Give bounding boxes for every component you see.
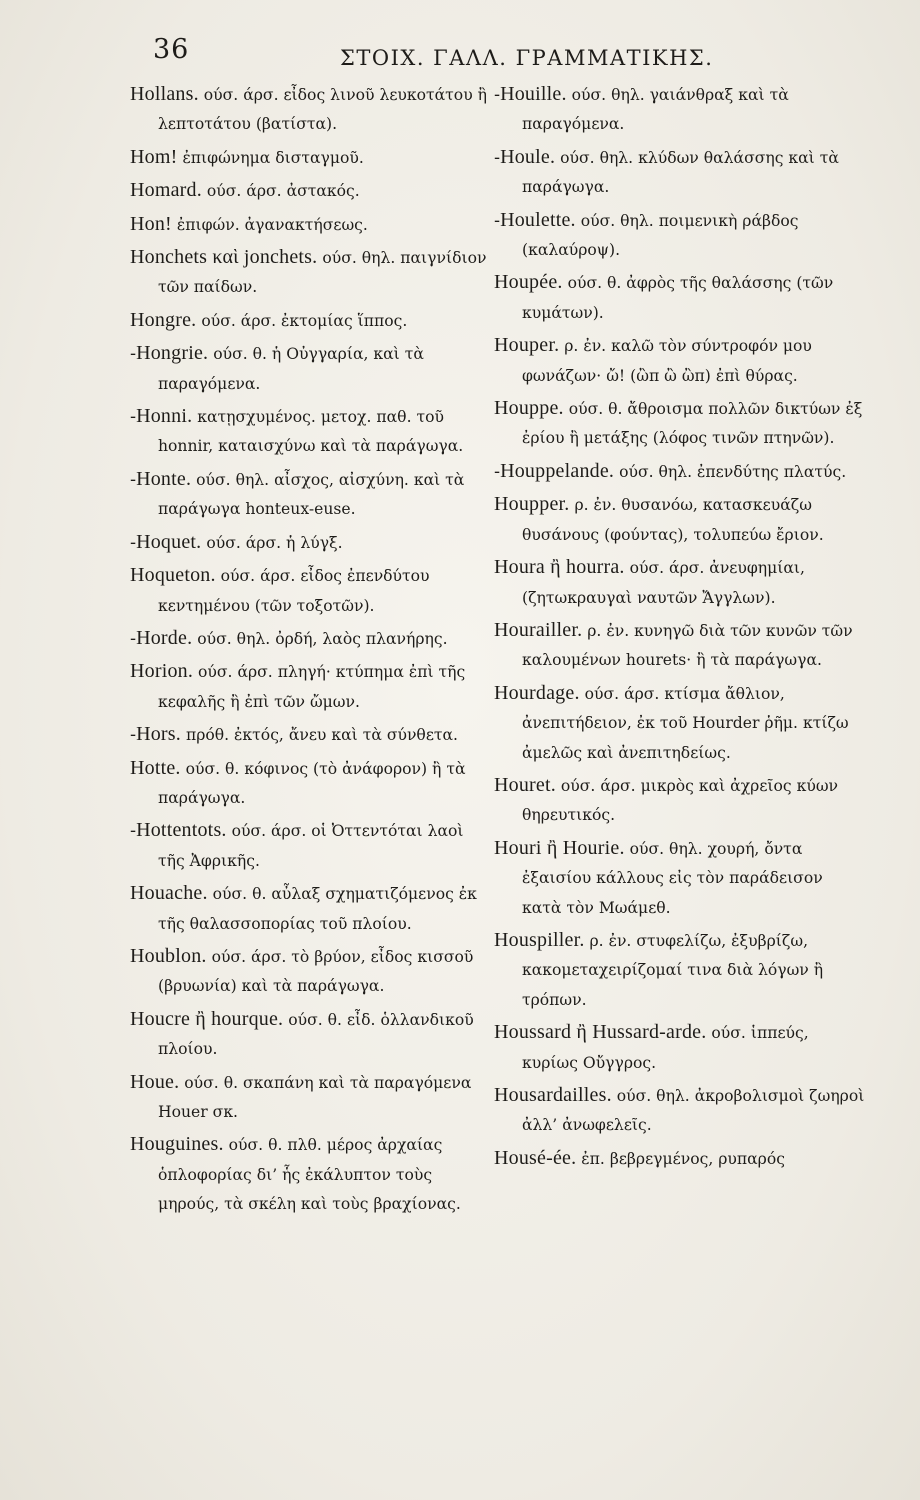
entry-definition: ούσ. θηλ. ὀρδή, λαὸς πλανήρης. bbox=[197, 629, 448, 648]
entry-definition: πρόθ. ἐκτός, ἄνευ καὶ τὰ σύνθετα. bbox=[185, 726, 459, 745]
dictionary-entry bbox=[130, 210, 488, 240]
dictionary-entry bbox=[130, 465, 488, 525]
dictionary-entry bbox=[130, 816, 488, 876]
entry-headword: Houpper. bbox=[494, 493, 570, 516]
dictionary-entry bbox=[130, 243, 488, 303]
entry-definition: ούσ. θηλ. ποιμενικὴ ράβδος (καλαύροψ). bbox=[522, 211, 799, 260]
entry-headword: Houspiller. bbox=[494, 928, 585, 951]
entry-headword: Houcre ἢ hourque. bbox=[130, 1007, 284, 1030]
dictionary-entry bbox=[130, 80, 488, 140]
dictionary-entry bbox=[494, 490, 866, 550]
entry-prefix: - bbox=[494, 84, 501, 105]
entry-prefix: - bbox=[130, 627, 137, 649]
entry-headword: Houille. bbox=[500, 83, 567, 105]
entry-definition: ρ. ἐν. στυφελίζω, ἐξυβρίζω, κακομεταχειρίζομαί τινα διὰ λόγων ἢ τρόπων. bbox=[522, 931, 824, 1009]
entry-headword: Hors. bbox=[136, 723, 181, 746]
left-column bbox=[130, 80, 488, 1223]
dictionary-entry bbox=[130, 176, 488, 206]
entry-headword: Houppe. bbox=[494, 397, 564, 420]
entry-definition: ούσ. θηλ. γαιάνθραξ καὶ τὰ παραγόμενα. bbox=[522, 86, 789, 134]
entry-definition: ούσ. θηλ. αἶσχος, αἰσχύνη. καὶ τὰ παράγωγα honteux-euse. bbox=[158, 470, 465, 519]
entry-definition: ούσ. άρσ. εἶδος λινοῦ λευκοτάτου ἢ λεπτοτάτου (βατίστα). bbox=[158, 86, 487, 134]
entry-headword: Hourailler. bbox=[494, 618, 583, 641]
entry-headword: Hourdage. bbox=[494, 681, 580, 704]
entry-headword: Hoqueton. bbox=[130, 564, 216, 587]
entry-headword: Houpée. bbox=[494, 271, 563, 294]
entry-prefix: - bbox=[494, 460, 501, 482]
entry-headword: Houppelande. bbox=[500, 459, 615, 482]
page-header bbox=[0, 28, 920, 78]
dictionary-entry bbox=[130, 879, 488, 939]
dictionary-entry bbox=[494, 679, 866, 768]
entry-headword: Housardailles. bbox=[494, 1084, 612, 1106]
entry-definition: ρ. ἐν. καλῶ τὸν σύντροφόν μου φωνάζων· ὤ! (ὢπ ὢ ὢπ) ἐπὶ θύρας. bbox=[522, 337, 812, 385]
entry-headword: Houache. bbox=[130, 882, 208, 905]
entry-definition: ούσ. θηλ. ἐπενδύτης πλατύς. bbox=[619, 462, 847, 481]
entry-definition: ούσ. θ. εἶδ. ὁλλανδικοῦ πλοίου. bbox=[158, 1010, 474, 1059]
entry-definition: ούσ. άρσ. ἐκτομίας ἵππος. bbox=[201, 311, 408, 330]
entry-definition: ούσ. θ. ἡ Οὐγγαρία, καὶ τὰ παραγόμενα. bbox=[158, 345, 424, 393]
dictionary-entry bbox=[494, 457, 866, 487]
entry-headword: Hongre. bbox=[130, 308, 197, 331]
entry-definition: ούσ. άρσ. ἡ λύγξ. bbox=[206, 533, 343, 552]
entry-definition: ούσ. άρσ. μικρὸς καὶ ἀχρεῖος κύων θηρευτικός. bbox=[522, 776, 839, 825]
dictionary-entry bbox=[130, 624, 488, 654]
entry-headword: Hotte. bbox=[130, 756, 181, 779]
entry-prefix: - bbox=[494, 146, 501, 168]
entry-headword: Honte. bbox=[136, 467, 192, 490]
entry-definition: ούσ. άρσ. εἶδος ἐπενδύτου κεντημένου (τῶν τοξοτῶν). bbox=[158, 567, 430, 615]
entry-definition: ούσ. θ. κόφινος (τὸ ἀνάφορον) ἢ τὰ παράγωγα. bbox=[158, 759, 466, 807]
dictionary-entry bbox=[494, 771, 866, 831]
dictionary-entry bbox=[130, 1005, 488, 1065]
entry-headword: Hom! bbox=[130, 145, 178, 168]
dictionary-entry bbox=[494, 394, 866, 454]
entry-headword: Houle. bbox=[500, 145, 556, 168]
entry-prefix: - bbox=[130, 820, 137, 842]
dictionary-entry bbox=[494, 206, 866, 266]
entry-definition: ἐπιφών. ἀγανακτήσεως. bbox=[176, 215, 368, 234]
entry-headword: Hottentots. bbox=[136, 819, 227, 842]
entry-definition: ούσ. θ. αὖλαξ σχηματιζόμενος ἐκ τῆς θαλασσοπορίας τοῦ πλοίου. bbox=[158, 885, 477, 933]
entry-headword: Hollans. bbox=[130, 83, 199, 105]
entry-definition: ούσ. θ. πλθ. μέρος ἀρχαίας ὁπλοφορίας δι’ ἧς ἐκάλυπτον τοὺς μηρούς, τὰ σκέλη καὶ τοὺς βραχίονας. bbox=[158, 1136, 461, 1214]
entry-headword: Houguines. bbox=[130, 1133, 224, 1156]
entry-definition: ἐπιφώνημα δισταγμοῦ. bbox=[182, 148, 364, 167]
entry-definition: ούσ. άρσ. κτίσμα ἄθλιον, ἀνεπιτήδειον, ἐκ τοῦ Hourder ῥῆμ. κτίζω ἀμελῶς καὶ ἀνεπιτηδείως. bbox=[522, 684, 849, 762]
dictionary-entry bbox=[130, 306, 488, 336]
dictionary-entry bbox=[494, 1018, 866, 1078]
dictionary-entry bbox=[494, 616, 866, 676]
entry-definition: ούσ. θηλ. χουρή, ὄντα ἐξαισίου κάλλους εἰς τὸν παράδεισον κατὰ τὸν Μωάμεθ. bbox=[522, 839, 823, 917]
entry-headword: Housé-ée. bbox=[494, 1146, 577, 1169]
dictionary-entry bbox=[130, 942, 488, 1002]
dictionary-entry bbox=[130, 561, 488, 621]
entry-definition: ούσ. άρσ. τὸ βρύον, εἶδος κισσοῦ (βρυωνία) καὶ τὰ παράγωγα. bbox=[158, 947, 474, 996]
entry-headword: Hoquet. bbox=[136, 530, 202, 553]
running-title: ΣΤΟΙΧ. ΓΑΛΛ. ΓΡΑΜΜΑΤΙΚΗΣ. bbox=[340, 46, 714, 70]
entry-headword: Houri ἢ Hourie. bbox=[494, 836, 625, 859]
dictionary-entry bbox=[130, 657, 488, 717]
entry-headword: Houe. bbox=[130, 1070, 180, 1093]
page-number: 36 bbox=[153, 34, 190, 65]
entry-headword: Houret. bbox=[494, 773, 556, 796]
dictionary-entry bbox=[130, 402, 488, 462]
dictionary-entry bbox=[130, 1068, 488, 1128]
entry-prefix: - bbox=[130, 531, 137, 553]
entry-prefix: - bbox=[130, 724, 137, 746]
entry-headword: Houblon. bbox=[130, 944, 207, 967]
entry-definition: ούσ. θηλ. παιγνίδιον τῶν παίδων. bbox=[158, 249, 487, 297]
entry-headword: Hon! bbox=[130, 212, 172, 235]
entry-definition: ούσ. θ. ἄθροισμα πολλῶν δικτύων ἐξ ἐρίου ἢ μετάξης (λόφος τινῶν πτηνῶν). bbox=[522, 400, 863, 448]
entry-definition: ούσ. θ. ἀφρὸς τῆς θαλάσσης (τῶν κυμάτων). bbox=[522, 274, 834, 322]
entry-definition: ούσ. άρσ. ἀστακός. bbox=[206, 182, 360, 201]
dictionary-entry bbox=[494, 331, 866, 391]
entry-definition: ρ. ἐν. κυνηγῶ διὰ τῶν κυνῶν τῶν καλουμένων hourets· ἢ τὰ παράγωγα. bbox=[522, 621, 853, 670]
entry-headword: Houssard ἢ Hussard-arde. bbox=[494, 1021, 707, 1044]
entry-definition: ούσ. θ. σκαπάνη καὶ τὰ παραγόμενα Houer σκ. bbox=[158, 1073, 472, 1121]
entry-definition: ούσ. θηλ. κλύδων θαλάσσης καὶ τὰ παράγωγα. bbox=[522, 148, 839, 197]
entry-headword: Horde. bbox=[136, 626, 193, 649]
entry-headword: Horion. bbox=[130, 660, 194, 683]
entry-definition: ούσ. άρσ. ἀνευφημίαι, (ζητωκραυγαὶ ναυτῶν Ἄγγλων). bbox=[522, 559, 805, 607]
entry-prefix: - bbox=[130, 406, 137, 428]
entry-headword: Houper. bbox=[494, 334, 560, 357]
dictionary-entry bbox=[494, 80, 866, 140]
entry-headword: Honni. bbox=[136, 405, 193, 428]
entry-definition: ούσ. άρσ. πληγή· κτύπημα ἐπὶ τῆς κεφαλῆς ἢ ἐπὶ τῶν ὤμων. bbox=[158, 663, 466, 711]
entry-prefix: - bbox=[130, 468, 137, 490]
entry-prefix: - bbox=[494, 209, 501, 231]
entry-headword: Homard. bbox=[130, 179, 202, 202]
entry-definition: ἐπ. βεβρεγμένος, ρυπαρός bbox=[581, 1149, 785, 1168]
entry-prefix: - bbox=[130, 343, 137, 365]
entry-headword: Hongrie. bbox=[136, 342, 209, 365]
right-column bbox=[494, 80, 866, 1177]
dictionary-entry bbox=[494, 834, 866, 923]
dictionary-entry bbox=[494, 926, 866, 1015]
dictionary-entry bbox=[494, 1144, 866, 1174]
dictionary-entry bbox=[130, 754, 488, 814]
dictionary-entry bbox=[130, 720, 488, 750]
entry-definition: ούσ. άρσ. οἱ Ὀττεντόται λαοὶ τῆς Ἀφρικῆς. bbox=[158, 822, 464, 870]
entry-definition: κατῃσχυμένος. μετοχ. παθ. τοῦ honnir, καταισχύνω καὶ τὰ παράγωγα. bbox=[158, 408, 464, 456]
dictionary-entry bbox=[130, 143, 488, 173]
dictionary-entry bbox=[130, 1130, 488, 1219]
entry-headword: Houra ἢ hourra. bbox=[494, 556, 625, 579]
dictionary-entry bbox=[494, 1081, 866, 1141]
entry-headword: Houlette. bbox=[500, 208, 576, 231]
dictionary-entry bbox=[494, 268, 866, 328]
entry-definition: ρ. ἐν. θυσανόω, κατασκευάζω θυσάνους (φούντας), τολυπεύω ἔριον. bbox=[522, 496, 824, 544]
dictionary-entry bbox=[130, 528, 488, 558]
entry-definition: ούσ. θηλ. ἀκροβολισμοὶ ζωηροὶ ἀλλ’ ἀνωφελεῖς. bbox=[522, 1087, 865, 1135]
entry-headword: Honchets καὶ jonchets. bbox=[130, 246, 318, 269]
dictionary-entry bbox=[494, 143, 866, 203]
entry-definition: ούσ. ἱππεύς, κυρίως Οὔγγρος. bbox=[522, 1024, 809, 1072]
dictionary-entry bbox=[130, 339, 488, 399]
dictionary-entry bbox=[494, 553, 866, 613]
